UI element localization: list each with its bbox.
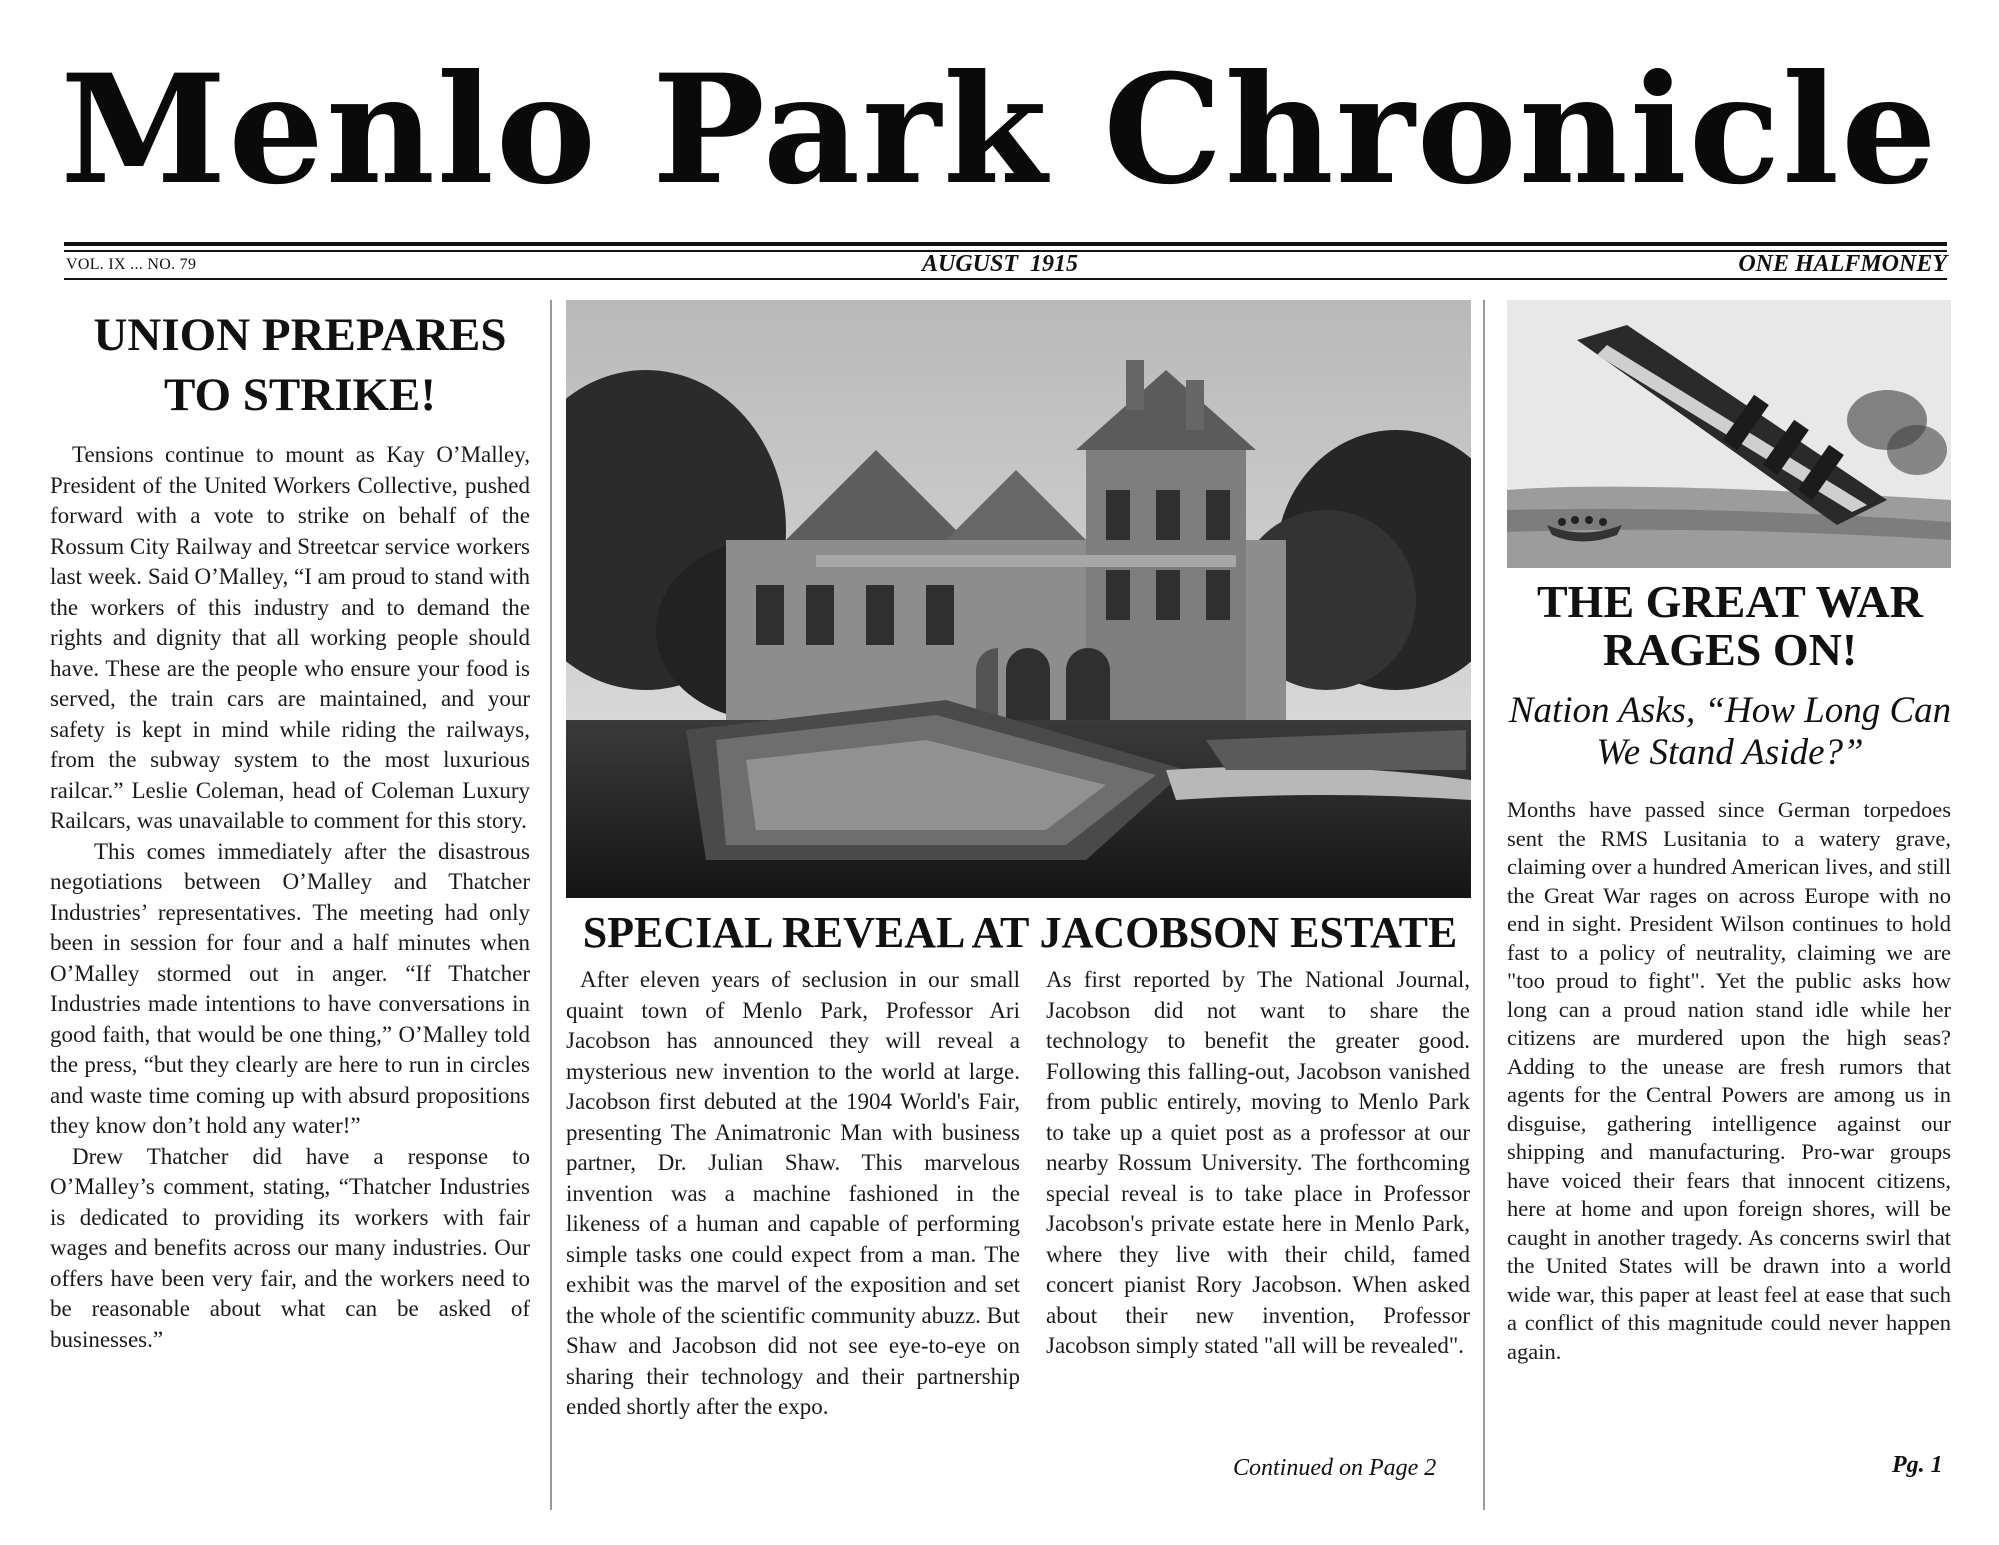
volume-number: VOL. IX ... NO. 79 <box>66 256 197 273</box>
left-paragraph-2: This comes immediately after the disastrous negotiations between O’Malley and Thatcher Industries’ representatives. The meeting had only been in session for four and a half minutes when O’Malley stormed out in anger. “If Thatcher Industries made intentions to have conversations in good faith, that would be one thing,” O’Malley told the press, “but they clearly are here to run in circles and waste time coming up with absurd propositions they know don’t hold any water!” <box>50 838 530 1138</box>
left-headline <box>40 305 560 425</box>
continued-on-page-note: Continued on Page 2 <box>1233 1455 1437 1481</box>
right-article-body: Months have passed since German torpedoes sent the RMS Lusitania to a watery grave, claiming over a hundred American lives, and still the Great War rages on across Europe with no end in sight. President Wilson continues to hold fast to a policy of neutrality, claiming we are "too proud to fight". Yet the public asks how long can a proud nation stand idle while her citizens are murdered upon the high seas? Adding to the unease are fresh rumors that agents for the Central Powers are among us in disguise, gathering intelligence against our shipping and manufacturing. Pro-war groups have voiced their fears that innocent citizens, here at home and upon foreign shores, will be caught in another tragedy. As concerns swirl that the United States will be drawn into a world wide war, this paper at least feel at ease that such a conflict of this magnitude could never happen again. <box>1507 797 1951 1364</box>
center-headline: SPECIAL REVEAL AT JACOBSON ESTATE <box>582 908 1458 957</box>
page-number: Pg. 1 <box>1892 1452 1943 1478</box>
masthead-title: Menlo Park Chronicle <box>60 42 1939 218</box>
right-headline <box>1500 578 1960 674</box>
left-headline-line2: TO STRIKE! <box>163 369 437 421</box>
column-divider-right <box>1483 300 1485 1510</box>
issue-price: ONE HALFMONEY <box>1738 251 1947 277</box>
right-subheadline-line2: We Stand Aside?” <box>1596 732 1864 773</box>
masthead-rule-bottom <box>64 278 1947 280</box>
right-headline-line2: RAGES ON! <box>1602 624 1858 675</box>
issue-date: AUGUST 1915 <box>921 251 1078 277</box>
right-headline-line1: THE GREAT WAR <box>1537 576 1923 627</box>
masthead-rule-top <box>64 242 1947 246</box>
estate-photo <box>566 300 1471 898</box>
right-subheadline <box>1500 690 1960 774</box>
column-divider-left <box>550 300 552 1510</box>
left-paragraph-3: Drew Thatcher did have a response to O’Malley’s comment, stating, “Thatcher Industries is dedicated to providing its workers with fair wages and benefits across our many industries. Our offers have been very fair, and the workers need to be reasonable about what can be asked of businesses.” <box>50 1143 530 1352</box>
left-headline-line1: UNION PREPARES <box>93 309 507 361</box>
center-article-column-1: After eleven years of seclusion in our small quaint town of Menlo Park, Professor Ari Jacobson has announced they will reveal a mysterious new invention to the world at large. Jacobson first debuted at the 1904 World's Fair, presenting The Animatronic Man with business partner, Dr. Julian Shaw. This marvelous invention was a machine fashioned in the likeness of a human and capable of performing simple tasks one could expect from a man. The exhibit was the marvel of the exposition and set the whole of the scientific community abuzz. But Shaw and Jacobson did not see eye-to-eye on sharing their technology and their partnership ended shortly after the expo. <box>566 967 1020 1419</box>
center-article-column-2: As first reported by The National Journal, Jacobson did not want to share the technology to benefit the greater good. Following this falling-out, Jacobson vanished from public entirely, moving to Menlo Park to take up a quiet post as a professor at our nearby Rossum University. The forthcoming special reveal is to take place in Professor Jacobson's private estate here in Menlo Park, where they live with their child, famed concert pianist Rory Jacobson. When asked about their new invention, Professor Jacobson simply stated "all will be revealed". <box>1046 967 1470 1358</box>
left-article-body <box>50 440 530 1355</box>
sinking-ship-illustration <box>1507 300 1951 568</box>
right-subheadline-line1: Nation Asks, “How Long Can <box>1508 690 1952 731</box>
left-paragraph-1: Tensions continue to mount as Kay O’Malley, President of the United Workers Collective, pushed forward with a vote to strike on behalf of the Rossum City Railway and Streetcar service workers last week. Said O’Malley, “I am proud to stand with the workers of this industry and to demand the rights and dignity that all working people should have. These are the people who ensure your food is served, the train cars are maintained, and your safety is kept in mind while riding the railways, from the subway system to the most luxurious railcar.” Leslie Coleman, head of Coleman Luxury Railcars, was unavailable to comment for this story. <box>50 442 530 833</box>
